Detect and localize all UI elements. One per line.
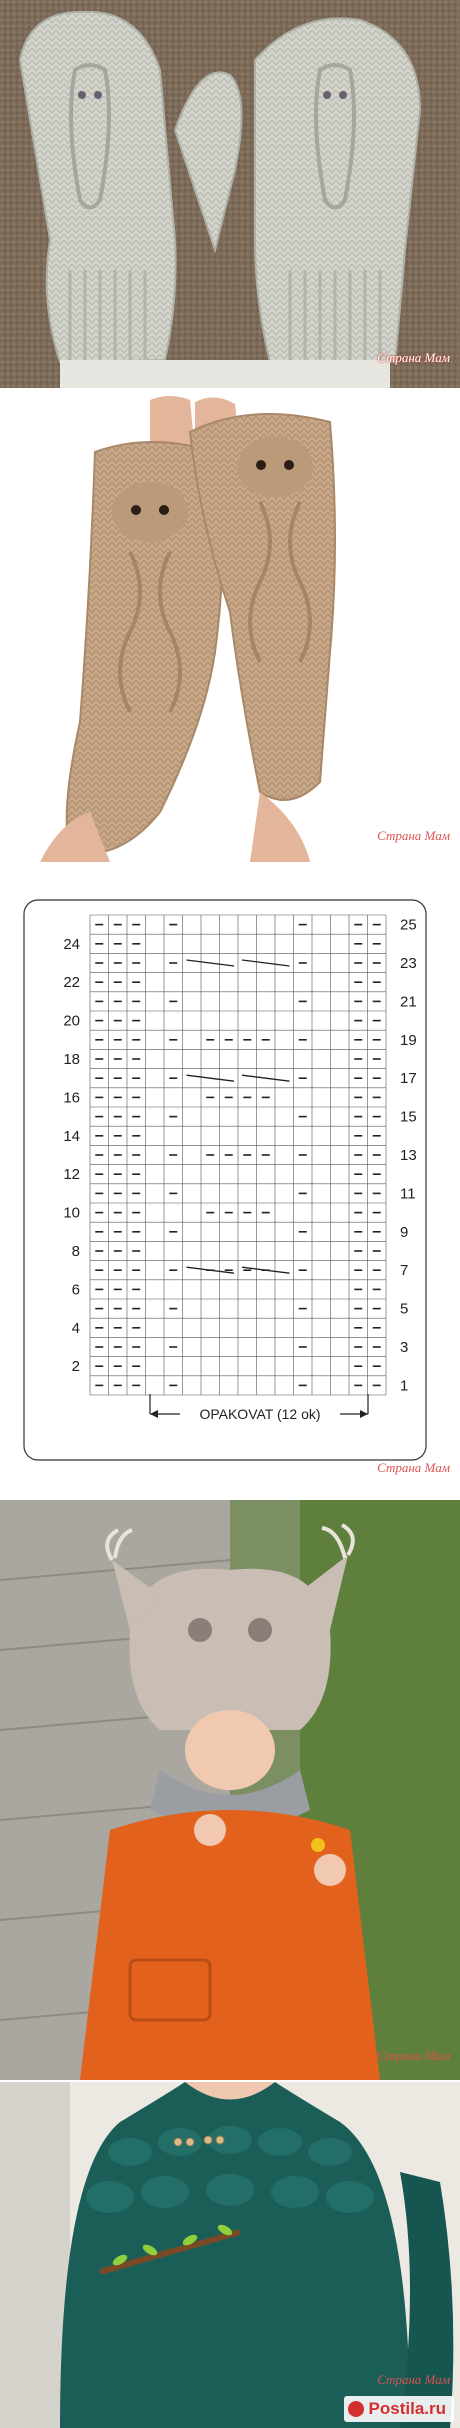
chart-row-label-right: 17 xyxy=(400,1070,417,1088)
chart-row-label-right: 3 xyxy=(400,1339,409,1356)
watermark: Страна Мам xyxy=(377,1460,450,1475)
watermark: Страна Мам xyxy=(377,2372,450,2387)
chart-row-label-right: 21 xyxy=(400,993,417,1011)
chart-row-label-right: 9 xyxy=(400,1223,409,1241)
watermark: Страна Мам xyxy=(377,350,450,365)
repeat-label: OPAKOVAT (12 ok) xyxy=(199,1406,321,1422)
chart-row-label-right: 15 xyxy=(400,1108,417,1126)
chart-row-label-right: 23 xyxy=(400,955,417,972)
chart-row-label-right: 13 xyxy=(400,1147,417,1164)
chart-row-label-left: 8 xyxy=(71,1243,80,1260)
chart-row-label-left: 16 xyxy=(63,1089,80,1107)
knitting-chart-panel xyxy=(0,870,460,1492)
chart-row-label-left: 4 xyxy=(71,1319,80,1337)
photo-beige-gloves xyxy=(0,392,460,862)
watermark: Страна Мам xyxy=(377,2048,450,2063)
chart-row-label-left: 24 xyxy=(63,935,80,953)
chart-row-label-left: 6 xyxy=(71,1281,80,1299)
postila-logo[interactable] xyxy=(344,2396,454,2422)
chart-row-label-left: 2 xyxy=(71,1358,80,1376)
photo-teal-sweater xyxy=(0,2082,460,2428)
photo-child-owl-hat xyxy=(0,1500,460,2080)
chart-row-label-right: 1 xyxy=(400,1377,409,1395)
watermark: Страна Мам xyxy=(377,828,450,843)
gray-mittens-illustration xyxy=(0,0,460,388)
chart-row-label-left: 20 xyxy=(63,1012,80,1030)
photo-gray-mittens xyxy=(0,0,460,388)
chart-row-label-right: 7 xyxy=(400,1262,409,1280)
knitting-chart xyxy=(0,870,460,1492)
beige-gloves-illustration xyxy=(0,392,460,862)
chart-row-label-right: 11 xyxy=(400,1185,416,1203)
postila-logo-text: Postila.ru xyxy=(368,2399,446,2418)
chart-row-label-left: 12 xyxy=(63,1166,80,1184)
chart-row-label-left: 18 xyxy=(63,1051,80,1068)
chart-row-label-right: 25 xyxy=(400,916,417,934)
chart-row-label-left: 22 xyxy=(63,974,80,992)
chart-row-label-left: 10 xyxy=(63,1204,80,1222)
pin-icon xyxy=(348,2401,364,2417)
chart-row-label-left: 14 xyxy=(63,1127,80,1145)
chart-row-label-right: 19 xyxy=(400,1031,417,1049)
chart-row-label-right: 5 xyxy=(400,1300,409,1318)
child-owl-hat-illustration xyxy=(0,1500,460,2080)
